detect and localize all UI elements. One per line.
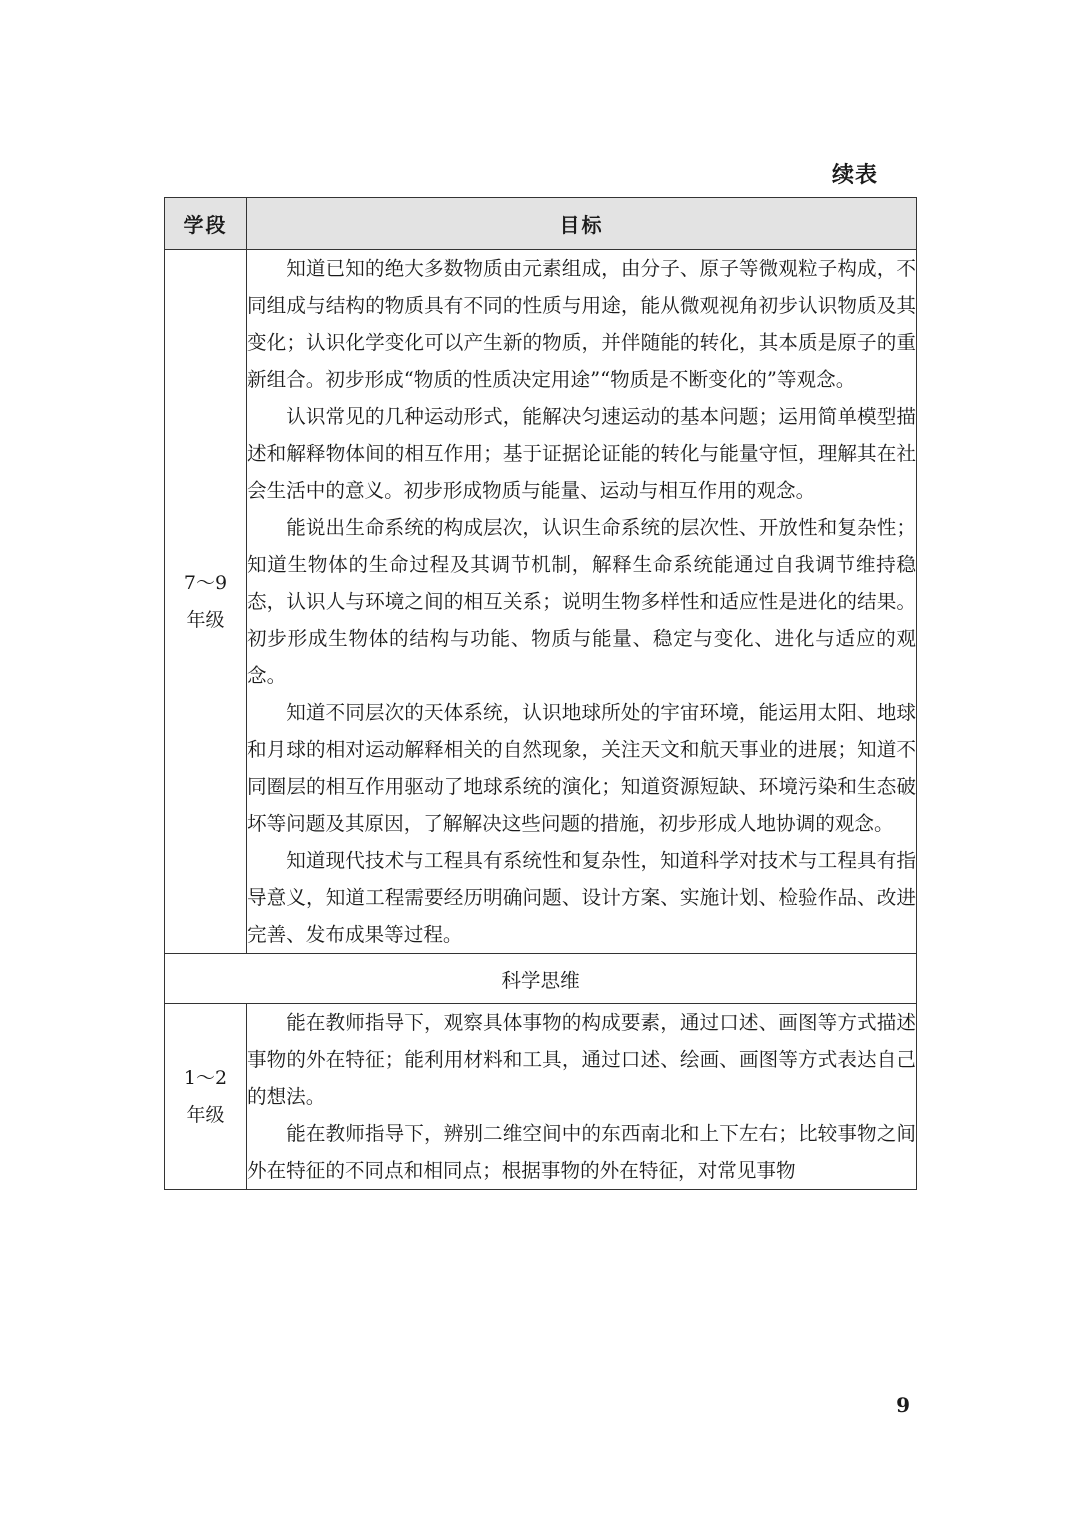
stage-cell-1-2 [165,1004,247,1190]
header-goal: 目标 [247,198,917,250]
header-stage: 学段 [165,198,247,250]
goal-paragraph-life: 能说出生命系统的构成层次，认识生命系统的层次性、开放性和复杂性；知道生物体的生命过程及其调节机制，解释生命系统能通过自我调节维持稳态，认识人与环境之间的相互关系；说明生物多样性和适应性是进化的结果。初步形成生物体的结构与功能、物质与能量、稳定与变化、进化与适应的观念。 [247,516,916,687]
table-header-row [165,198,917,250]
section-row-scientific-thinking [165,954,917,1004]
page-number: 9 [896,1393,910,1417]
stage-range: 7～9 [183,571,228,594]
goal-paragraph-motion: 认识常见的几种运动形式，能解决匀速运动的基本问题；运用简单模型描述和解释物体间的相互作用；基于证据论证能的转化与能量守恒，理解其在社会生活中的意义。初步形成物质与能量、运动与相互作用的观念。 [247,405,916,502]
table-row-grade-1-2 [165,1004,917,1190]
goal-cell-1-2 [247,1004,917,1190]
section-title: 科学思维 [165,954,917,1004]
table-row-grade-7-9 [165,250,917,954]
goals-table [164,197,917,1190]
goal-paragraph-earth: 知道不同层次的天体系统，认识地球所处的宇宙环境，能运用太阳、地球和月球的相对运动解释相关的自然现象，关注天文和航天事业的进展；知道不同圈层的相互作用驱动了地球系统的演化；知道资源短缺、环境污染和生态破坏等问题及其原因，了解解决这些问题的措施，初步形成人地协调的观念。 [247,701,916,835]
goal-paragraph-matter: 知道已知的绝大多数物质由元素组成，由分子、原子等微观粒子构成，不同组成与结构的物质具有不同的性质与用途，能从微观视角初步认识物质及其变化；认识化学变化可以产生新的物质，并伴随能的转化，其本质是原子的重新组合。初步形成“物质的性质决定用途”“物质是不断变化的”等观念。 [247,257,916,391]
goal-paragraph-compare: 能在教师指导下，辨别二维空间中的东西南北和上下左右；比较事物之间外在特征的不同点和相同点；根据事物的外在特征，对常见事物 [247,1122,916,1182]
stage-range: 1～2 [183,1066,228,1089]
continued-table-label: 续表 [831,163,878,188]
stage-cell-7-9 [165,250,247,954]
stage-unit: 年级 [186,608,225,631]
goal-cell-7-9 [247,250,917,954]
goal-paragraph-observe: 能在教师指导下，观察具体事物的构成要素，通过口述、画图等方式描述事物的外在特征；能利用材料和工具，通过口述、绘画、画图等方式表达自己的想法。 [247,1011,916,1108]
stage-unit: 年级 [186,1103,225,1126]
goal-paragraph-engineering: 知道现代技术与工程具有系统性和复杂性，知道科学对技术与工程具有指导意义，知道工程需要经历明确问题、设计方案、实施计划、检验作品、改进完善、发布成果等过程。 [247,849,916,946]
